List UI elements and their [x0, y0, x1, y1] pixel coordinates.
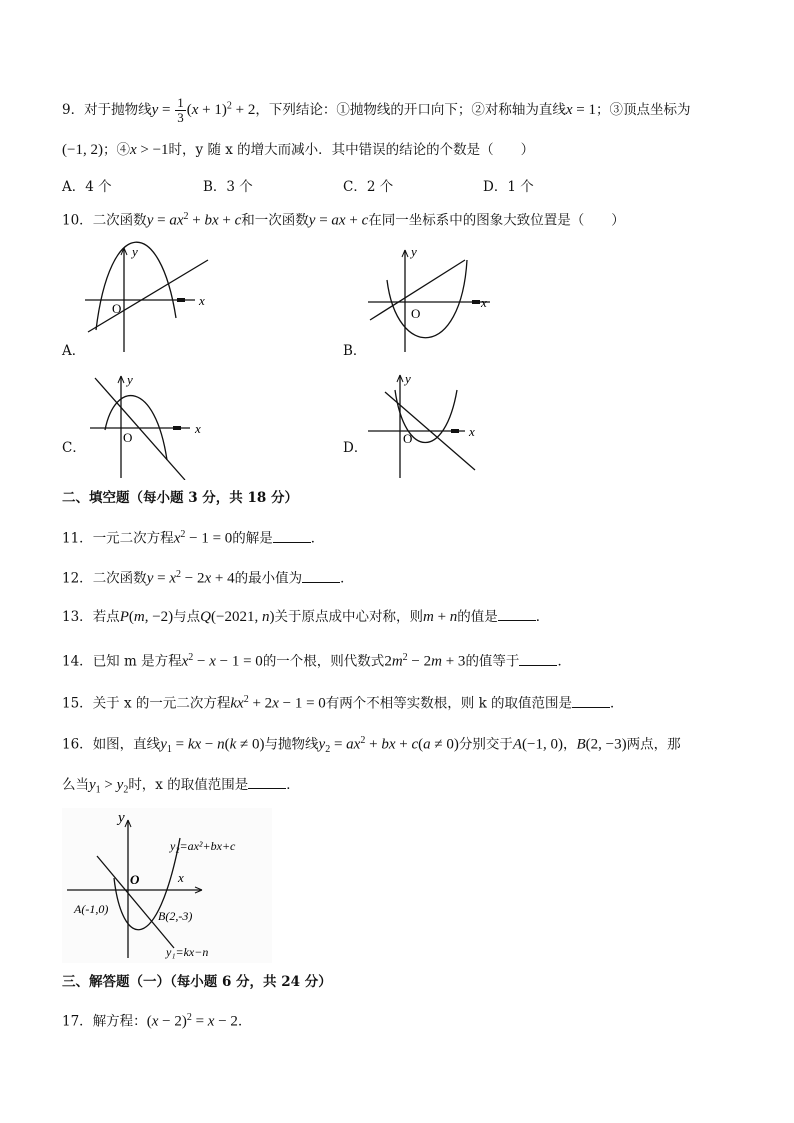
svg-text:y: y — [127, 372, 133, 387]
svg-text:y: y — [411, 244, 417, 259]
q9-option-a: A．4 个 — [62, 179, 112, 195]
q10-option-b: B． — [343, 343, 367, 359]
q13-blank[interactable] — [498, 606, 536, 621]
svg-text:x: x — [469, 424, 475, 439]
svg-text:y: y — [405, 371, 411, 386]
q12-blank[interactable] — [302, 568, 340, 583]
svg-text:O: O — [403, 431, 413, 446]
q12: 12．二次函数$y = x^2 - 2x + 4$的最小值为 ． — [62, 569, 354, 587]
graph-b[interactable] — [365, 240, 500, 355]
q10-option-d: D． — [343, 440, 368, 456]
svg-text:B(2,-3): B(2,-3) — [158, 909, 193, 923]
q9-text3: ；③顶点坐标为 — [595, 102, 691, 118]
q13: 13．若点P(m, −2)与点Q(−2021, n)关于原点成中心对称，则m + n的值是 ． — [62, 606, 549, 627]
q10-line: 10．二次函数$y = ax^2$ + bx + c和一次函数y = ax + c在同一坐标系中的图象大致位置是（ ） — [62, 211, 625, 229]
q14-blank[interactable] — [519, 651, 557, 666]
q16-figure[interactable] — [62, 808, 272, 963]
graph-a[interactable] — [80, 240, 220, 355]
q9-number: 9． — [62, 102, 85, 118]
graph-d[interactable] — [365, 370, 495, 480]
q9-vertex: (−1, 2) — [62, 142, 103, 158]
q9-fraction: $\frac{1}{3}$ — [177, 95, 184, 125]
svg-text:x: x — [199, 293, 205, 308]
q11: 11．一元二次方程$x^2 - 1 = 0$的解是 ． — [62, 529, 325, 547]
svg-text:O: O — [112, 301, 122, 316]
svg-text:O: O — [411, 306, 421, 321]
q16-line1: 16．如图，直线$y_1$ = kx − n(k ≠ 0)与抛物线$y_2 = ax^2$ + bx + c(a ≠ 0)分别交于A(−1, 0)，B(2, −3)两点，那 — [62, 735, 681, 756]
q10-option-c: C． — [62, 440, 86, 456]
svg-text:A(-1,0): A(-1,0) — [74, 902, 109, 916]
q10-option-a: A． — [62, 343, 86, 359]
svg-text:y₁=kx−n: y₁=kx−n — [166, 945, 209, 959]
q17: 17．解方程：$(x - 2)^2 = x - 2$． — [62, 1012, 252, 1030]
q9-option-d: D．1 个 — [483, 179, 534, 195]
svg-text:O: O — [123, 430, 133, 445]
q16-blank[interactable] — [248, 774, 286, 789]
graph-c[interactable] — [85, 370, 215, 480]
q15: 15．关于 x 的一元二次方程$kx^2 + 2x - 1 = 0$有两个不相等实数根，则 k 的取值范围是 ． — [62, 694, 624, 712]
q9-line2: (−1, 2)；④x > −1时，y 随 x 的增大而减小．其中错误的结论的个数是（ ） — [62, 142, 535, 158]
q9-text: 对于抛物线 — [84, 102, 152, 118]
svg-text:x: x — [178, 870, 184, 885]
svg-text:y: y — [118, 810, 125, 826]
svg-text:y₂=ax²+bx+c: y₂=ax²+bx+c — [170, 839, 236, 853]
section-2-heading: 二、填空题（每小题 3 分，共 18 分） — [62, 490, 298, 506]
section-3-heading: 三、解答题（一）（每小题 6 分，共 24 分） — [62, 974, 332, 990]
q14: 14．已知 m 是方程$x^2 - x - 1 = 0$的一个根，则代数式$2m^2 - 2m + 3$的值等于 ． — [62, 652, 571, 670]
q9-option-b: B．3 个 — [203, 179, 253, 195]
q9-line1: 9．对于抛物线y = $\frac{1}{3}$ $(x + 1)^2 + 2$，下列结论：①抛物线的开口向下；②对称轴为直线x = 1；③顶点坐标为 — [62, 95, 691, 125]
q9-text4: 时，y 随 x 的增大而减小．其中错误的结论的个数是（ ） — [168, 142, 535, 158]
q15-blank[interactable] — [572, 693, 610, 708]
q11-blank[interactable] — [273, 528, 311, 543]
svg-text:y: y — [132, 244, 138, 259]
svg-text:O: O — [130, 872, 140, 887]
q16-line2: 么当$y_1 > y_2$时，x 的取值范围是 ． — [62, 774, 300, 801]
svg-text:x: x — [481, 295, 487, 310]
svg-text:x: x — [195, 421, 201, 436]
q9-option-c: C．2 个 — [343, 179, 394, 195]
q9-text2: ，下列结论：①抛物线的开口向下；②对称轴为直线 — [255, 102, 566, 118]
